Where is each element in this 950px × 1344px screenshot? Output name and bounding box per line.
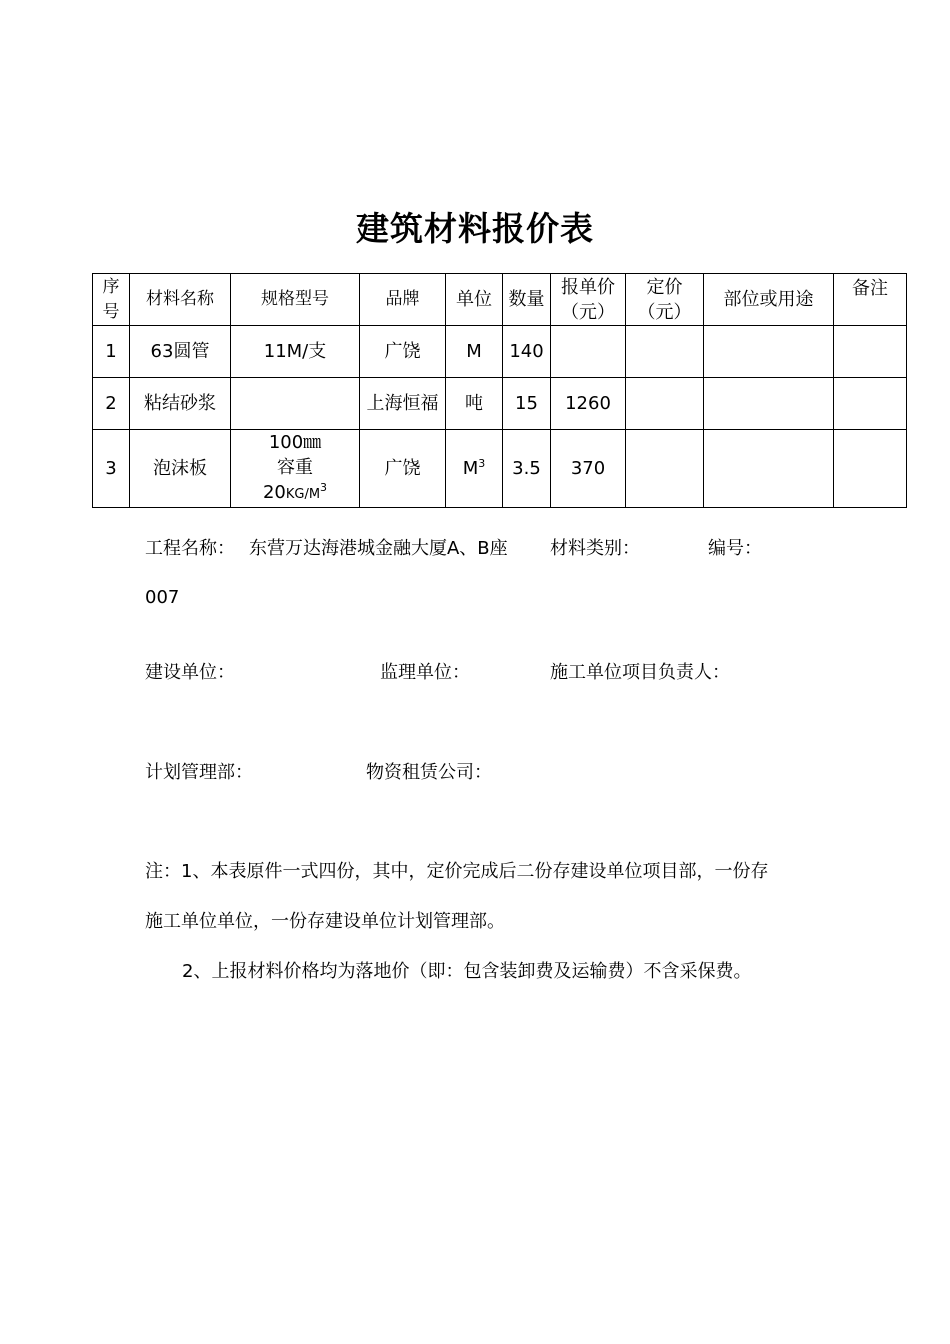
cell-unit: 吨 — [446, 378, 503, 430]
cell-index: 2 — [93, 378, 130, 430]
page-title: 建筑材料报价表 — [356, 209, 594, 248]
header-index: 序号 — [93, 274, 130, 326]
cell-brand: 上海恒福 — [360, 378, 446, 430]
project-name-line — [145, 537, 508, 561]
cell-fixed-price — [626, 378, 704, 430]
spec-line-1: 100㎜ — [268, 432, 322, 453]
spec-line-3 — [233, 480, 357, 507]
cell-brand: 广饶 — [360, 326, 446, 378]
cell-unit — [446, 430, 503, 508]
header-spec: 规格型号 — [231, 274, 360, 326]
cell-unit: M — [446, 326, 503, 378]
cell-usage — [704, 378, 834, 430]
cell-fixed-price — [626, 326, 704, 378]
header-unit: 单位 — [446, 274, 503, 326]
header-qty: 数量 — [503, 274, 551, 326]
project-name-value: 东营万达海港城金融大厦A、B座 — [249, 538, 508, 559]
table-row — [93, 378, 907, 430]
cell-spec: 11M/支 — [231, 326, 360, 378]
note-1-line-2: 施工单位单位，一份存建设单位计划管理部。 — [145, 911, 505, 932]
spec-line-3-base: 20 — [262, 482, 286, 503]
cell-remark — [834, 326, 907, 378]
cell-usage — [704, 326, 834, 378]
cell-remark — [834, 378, 907, 430]
quote-table — [92, 273, 907, 508]
cell-qty: 140 — [503, 326, 551, 378]
header-remark: 备注 — [834, 274, 907, 326]
cell-spec — [231, 378, 360, 430]
table-row — [93, 326, 907, 378]
cell-name: 粘结砂浆 — [130, 378, 231, 430]
table-header-row — [93, 274, 907, 326]
contractor-manager-label: 施工单位项目负责人： — [550, 662, 730, 683]
cell-name: 63圆管 — [130, 326, 231, 378]
cell-name: 泡沫板 — [130, 430, 231, 508]
table-row — [93, 430, 907, 508]
cell-index: 3 — [93, 430, 130, 508]
spec-line-2: 容重 — [277, 457, 313, 478]
cell-qty: 15 — [503, 378, 551, 430]
cell-index: 1 — [93, 326, 130, 378]
cell-unit-price: 370 — [551, 430, 626, 508]
materials-company-label: 物资租赁公司： — [366, 762, 492, 783]
note-2: 2、上报材料价格均为落地价（即：包含装卸费及运输费）不含采保费。 — [182, 961, 752, 982]
cell-qty: 3.5 — [503, 430, 551, 508]
header-usage: 部位或用途 — [704, 274, 834, 326]
category-label: 材料类别： — [550, 538, 640, 559]
cell-brand: 广饶 — [360, 430, 446, 508]
project-name-label: 工程名称： — [145, 538, 235, 559]
header-unit-price: 报单价（元） — [551, 274, 626, 326]
note-1-line-1: 注：1、本表原件一式四份，其中，定价完成后二份存建设单位项目部，一份存 — [145, 861, 769, 882]
construction-unit-label: 建设单位： — [145, 662, 235, 683]
cell-spec — [231, 430, 360, 508]
number-value: 007 — [145, 587, 180, 608]
header-fixed-price: 定价（元） — [626, 274, 704, 326]
planning-dept-label: 计划管理部： — [145, 762, 253, 783]
unit-sup: 3 — [478, 457, 486, 470]
header-brand: 品牌 — [360, 274, 446, 326]
cell-usage — [704, 430, 834, 508]
cell-fixed-price — [626, 430, 704, 508]
header-name: 材料名称 — [130, 274, 231, 326]
unit-base: M — [462, 458, 479, 479]
cell-unit-price: 1260 — [551, 378, 626, 430]
number-label: 编号： — [708, 538, 762, 559]
cell-remark — [834, 430, 907, 508]
cell-unit-price — [551, 326, 626, 378]
spec-line-3-unit: KG/M — [285, 487, 321, 502]
spec-line-3-sup: 3 — [320, 481, 328, 494]
supervision-unit-label: 监理单位： — [380, 662, 470, 683]
